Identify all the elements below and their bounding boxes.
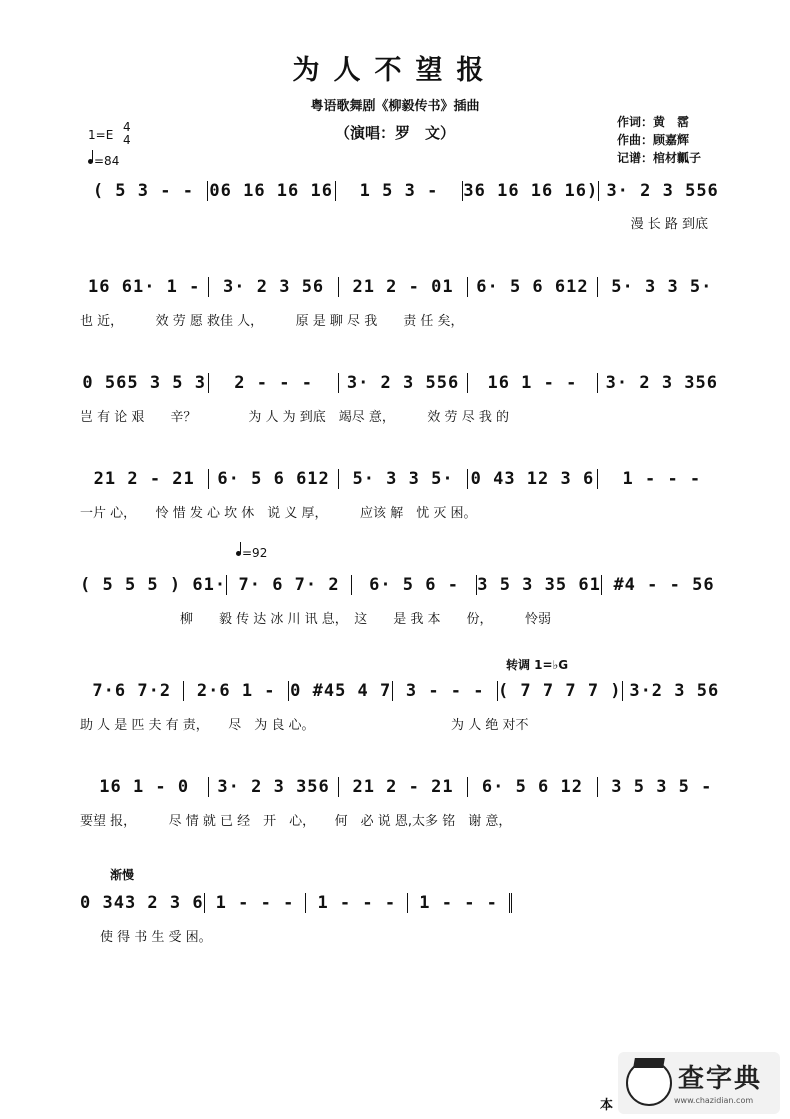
measure: 16 1 - -	[467, 373, 596, 393]
measure: 1 - - -	[305, 893, 407, 913]
lyric-line-5: 柳 毅 传 达 冰 川 讯 息， 这 是 我 本 份， 怜弱	[180, 612, 552, 627]
measure: 06 16 16 16	[207, 181, 335, 201]
measure: 16 1 - 0	[99, 777, 190, 797]
modulation-marking: 转调 1=♭G	[506, 658, 569, 672]
measure: 3· 2 3 356	[597, 373, 726, 393]
measure: 1 - - -	[204, 893, 306, 913]
measure: 5· 3 3 5·	[338, 469, 467, 489]
measure: ( 5 5 5 ) 61·	[80, 575, 227, 595]
measure: 1 5 3 -	[335, 181, 463, 201]
lyric-line-6: 助 人 是 匹 夫 有 责， 尽 为 良 心。 为 人 绝 对不	[80, 718, 529, 733]
measure: 3· 2 3 356	[208, 777, 337, 797]
lyricist-credit: 作词：黄 霑	[617, 115, 690, 129]
measure: 3 5 3 35 61	[477, 575, 601, 595]
song-subtitle: 粤语歌舞剧《柳毅传书》插曲	[310, 99, 480, 114]
measure: 2·6 1 -	[183, 681, 287, 701]
time-signature-top: 4	[123, 120, 131, 134]
watermark-logo	[618, 1052, 780, 1114]
measure: 36 16 16 16)	[463, 181, 599, 201]
watermark-title: 查字典	[678, 1064, 763, 1094]
measure: 16 61· 1 -	[88, 277, 201, 297]
measure: 3· 2 3 556	[598, 181, 726, 201]
lyric-line-3: 岂 有 论 艰 辛？ 为 人 为 到底 竭尽 意， 效 劳 尽 我 的	[80, 410, 509, 425]
key-signature: 1=E	[88, 128, 114, 142]
time-signature	[123, 121, 131, 147]
measure: 3 5 3 5 -	[597, 777, 726, 797]
measure: 0 #45 4 7	[288, 681, 392, 701]
measure: 0 43 12 3 6	[467, 469, 596, 489]
quarter-note-icon	[88, 159, 93, 164]
measure: ( 7 7 7 7 )	[497, 681, 622, 701]
measure: 7· 6 7· 2	[226, 575, 351, 595]
lyric-line-4: 一片 心， 怜 惜 发 心 坎 休 说 义 厚， 应该 解 忧 灭 困。	[80, 506, 477, 521]
measure: 0 565 3 5 3	[82, 373, 206, 393]
notation-system-6	[80, 678, 726, 704]
composer-credit: 作曲：顾嘉辉	[617, 133, 690, 147]
measure: 2 - - -	[208, 373, 337, 393]
notation-system-1	[80, 178, 726, 204]
tempo-value-1: =84	[94, 154, 120, 168]
lyric-line-1: 漫 长 路 到底	[630, 217, 708, 232]
tempo-value-2: =92	[242, 546, 268, 560]
measure: 3· 2 3 56	[208, 277, 337, 297]
measure: 21 2 - 21	[338, 777, 467, 797]
notation-system-7	[80, 774, 726, 800]
measure: 7·6 7·2	[92, 681, 172, 701]
notation-system-2	[80, 274, 726, 300]
page-char: 本	[600, 1098, 614, 1113]
notation-system-3	[80, 370, 726, 396]
song-title: 为人不望报	[292, 55, 498, 86]
measure: 3· 2 3 556	[338, 373, 467, 393]
measure: ( 5 3 - -	[92, 181, 194, 201]
measure: 6· 5 6 -	[351, 575, 476, 595]
watermark-url: www.chazidian.com	[674, 1096, 754, 1105]
measure: 1 - - -	[597, 469, 726, 489]
quarter-note-icon	[236, 551, 241, 556]
lyric-line-2: 也 近， 效 劳 愿 救佳 人， 原 是 聊 尽 我 责 任 矣，	[80, 314, 464, 329]
measure: 6· 5 6 612	[208, 469, 337, 489]
time-signature-bottom: 4	[123, 133, 131, 147]
tempo-marking-2	[236, 546, 267, 560]
measure: 6· 5 6 12	[467, 777, 596, 797]
measure: 1 - - -	[407, 893, 512, 913]
measure: 5· 3 3 5·	[597, 277, 726, 297]
ritardando-marking: 渐慢	[110, 868, 135, 882]
measure: 21 2 - 21	[93, 469, 195, 489]
measure: 0 343 2 3 6	[80, 893, 204, 913]
lyric-line-8: 使 得 书 生 受 困。	[100, 930, 212, 945]
scholar-icon	[626, 1060, 672, 1106]
notation-system-5	[80, 572, 726, 598]
transcriber-credit: 记谱：棺材瓤子	[617, 151, 702, 165]
notation-system-8	[80, 890, 512, 916]
measure: 3·2 3 56	[622, 681, 726, 701]
tempo-marking-1	[88, 154, 119, 168]
notation-system-4	[80, 466, 726, 492]
measure: 21 2 - 01	[338, 277, 467, 297]
measure: 6· 5 6 612	[467, 277, 596, 297]
lyric-line-7: 要望 报， 尽 情 就 已 经 开 心， 何 必 说 恩,太多 铭 谢 意，	[80, 814, 512, 829]
measure: #4 - - 56	[601, 575, 726, 595]
performer: （演唱：罗 文）	[334, 124, 455, 142]
measure: 3 - - -	[392, 681, 496, 701]
